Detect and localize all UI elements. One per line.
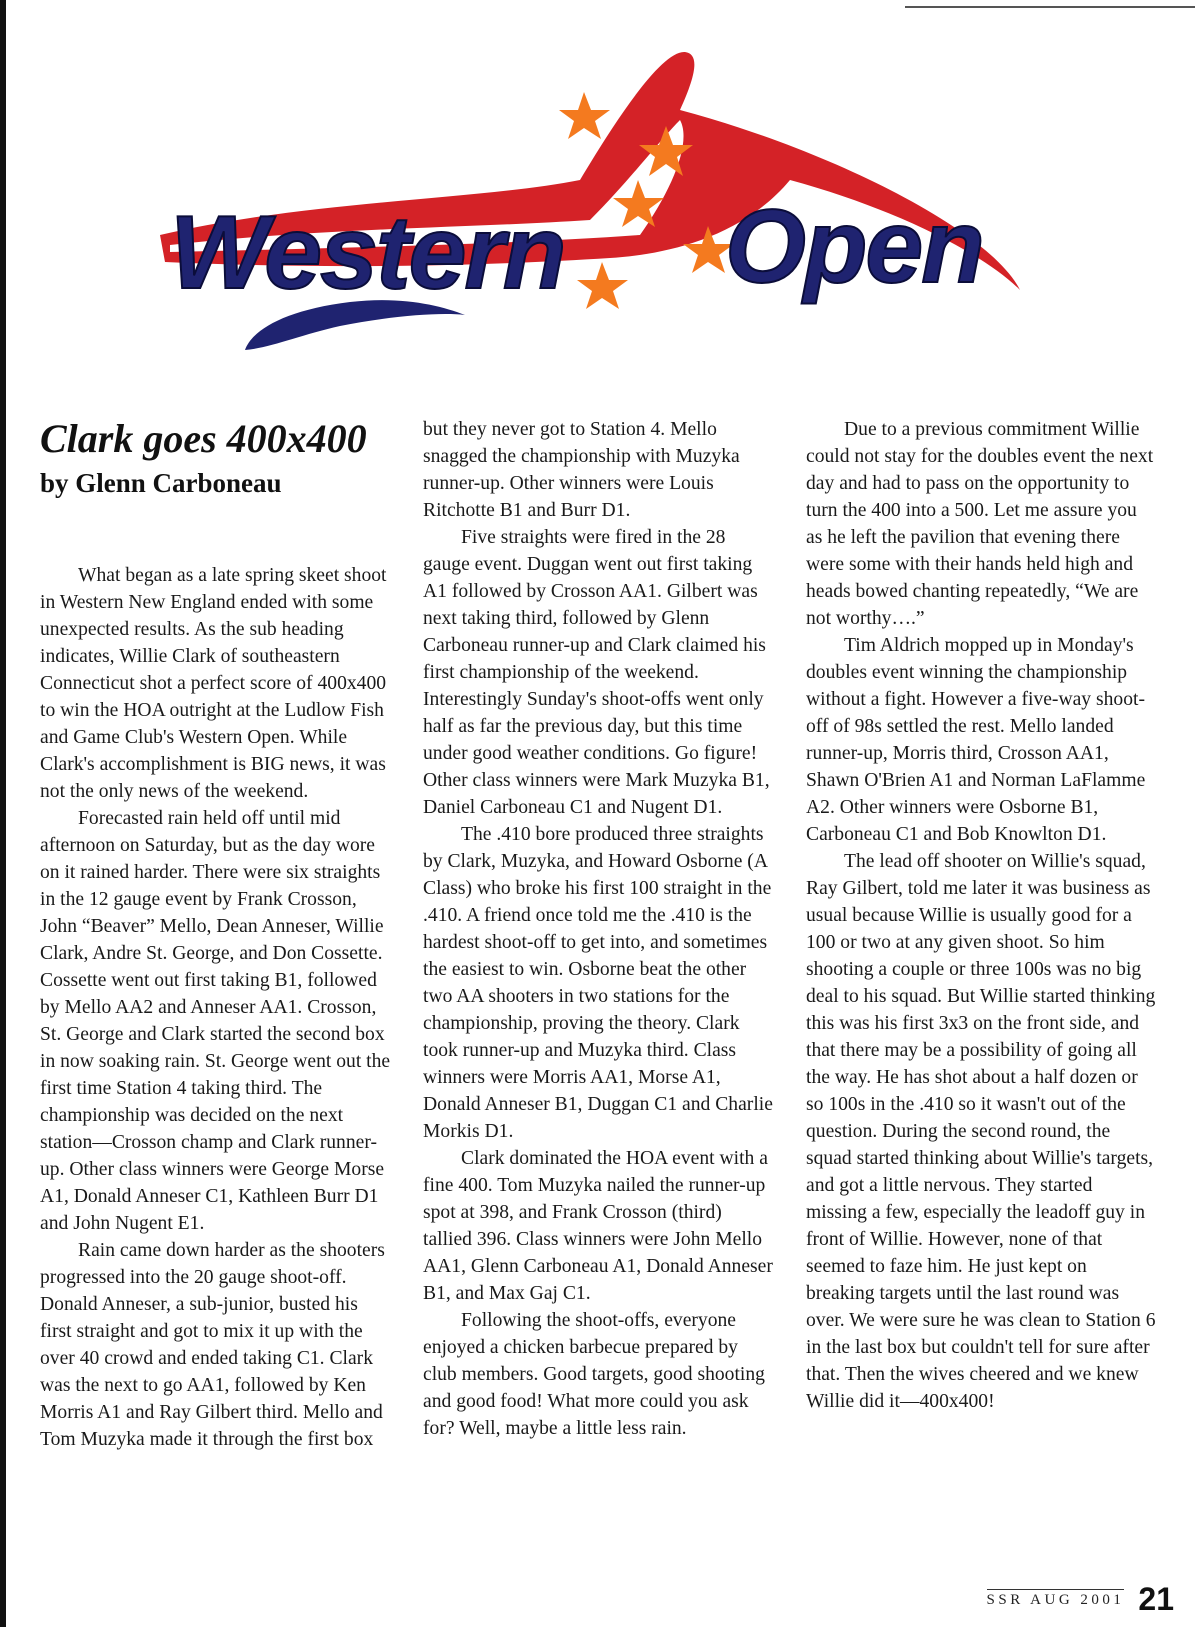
paragraph: The .410 bore produced three straights by Clark, Muzyka, and Howard Osborne (A Class) who broke his first 100 straight in the .410. A friend once told me the .410 is the hardest shoot-off to get into, and sometimes the easiest to win. Osborne beat the other two AA shooters in two stations for the championship, proving the theory. Clark took runner-up and Muzyka third. Class winners were Morris AA1, Morse A1, Donald Anneser B1, Duggan C1 and Charlie Morkis D1. <box>423 824 773 1142</box>
paragraph: Tim Aldrich mopped up in Monday's doubles event winning the championship without a fight. However a five-way shoot-off of 98s settled the rest. Mello landed runner-up, Morris third, Crosson AA1, Shawn O'Brien A1 and Norman LaFlamme A2. Other winners were Osborne B1, Carboneau C1 and Bob Knowlton D1. <box>806 635 1146 845</box>
top-rule <box>905 6 1195 8</box>
article-headline: Clark goes 400x400 <box>40 416 367 461</box>
star-icon <box>577 262 628 309</box>
page-footer <box>987 1583 1174 1615</box>
page-edge-bar <box>0 0 6 1627</box>
paragraph: but they never got to Station 4. Mello snagged the championship with Muzyka runner-up. Other winners were Louis Ritchotte B1 and Burr D1. <box>423 419 740 521</box>
paragraph: Forecasted rain held off until mid afternoon on Saturday, but as the day wore on it rained harder. There were six straights in the 12 gauge event by Frank Crosson, John “Beaver” Mello, Dean Anneser, Willie Clark, Andre St. George, and Don Cossette. Cossette went out first taking B1, followed by Mello AA2 and Anneser AA1. Crosson, St. George and Clark started the second box in now soaking rain. St. George went out the first time Station 4 taking third. The championship was decided on the next station—Crosson champ and Clark runner-up. Other class winners were George Morse A1, Donald Anneser C1, Kathleen Burr D1 and John Nugent E1. <box>40 808 391 1234</box>
article-column-3 <box>806 416 1158 1415</box>
article-column-2 <box>423 416 775 1442</box>
masthead-title-open: Open <box>725 189 983 305</box>
masthead-graphic <box>140 30 1060 380</box>
paragraph: Clark dominated the HOA event with a fine 400. Tom Muzyka nailed the runner-up spot at 398, and Frank Crosson (third) tallied 396. Class winners were John Mello AA1, Glenn Carboneau A1, Donald Anneser B1, and Max Gaj C1. <box>423 1148 773 1304</box>
article-column-1 <box>40 416 392 1453</box>
paragraph: Due to a previous commitment Willie could not stay for the doubles event the next day and had to pass on the opportunity to turn the 400 into a 500. Let me assure you as he left the pavilion that evening there were some with their hands held high and heads bowed chanting repeatedly, “We are not worthy….” <box>806 419 1154 629</box>
paragraph: Five straights were fired in the 28 gauge event. Duggan went out first taking A1 followed by Crosson AA1. Gilbert was next taking third, followed by Glenn Carboneau runner-up and Clark claimed his first championship of the weekend. Interestingly Sunday's shoot-offs went only half as far the previous day, but this time under good weather conditions. Go figure! Other class winners were Mark Muzyka B1, Daniel Carboneau C1 and Nugent D1. <box>423 527 770 818</box>
masthead-logo <box>140 30 1060 380</box>
article-byline: by Glenn Carboneau <box>40 468 282 498</box>
paragraph: The lead off shooter on Willie's squad, Ray Gilbert, told me later it was business as usual because Willie is usually good for a 100 or two at any given shoot. So him shooting a couple or three 100s was no big deal to his squad. But Willie started thinking this was his first 3x3 on the front side, and that there may be a possibility of going all the way. He has shot about a half dozen or so 100s in the .410 so it wasn't out of the question. During the second round, the squad started thinking about Willie's targets, and got a little nervous. They started missing a few, especially the leadoff guy in front of Willie. However, none of that seemed to faze him. He just kept on breaking targets until the last round was over. We were sure he was clean to Station 6 in the last box but couldn't tell for sure after that. Then the wives cheered and we knew Willie did it—400x400! <box>806 851 1156 1412</box>
paragraph: What began as a late spring skeet shoot in Western New England ended with some unexpected results. As the sub heading indicates, Willie Clark of southeastern Connecticut shot a perfect score of 400x400 to win the HOA outright at the Ludlow Fish and Game Club's Western Open. While Clark's accomplishment is BIG news, it was not the only news of the weekend. <box>40 565 387 802</box>
paragraph: Rain came down harder as the shooters progressed into the 20 gauge shoot-off. Donald Anneser, a sub-junior, busted his first straight and got to mix it up with the over 40 crowd and ended taking C1. Clark was the next to go AA1, followed by Ken Morris A1 and Ray Gilbert third. Mello and Tom Muzyka made it through the first box <box>40 1240 385 1450</box>
paragraph: Following the shoot-offs, everyone enjoyed a chicken barbecue prepared by club members. Good targets, good shooting and good food! What more could you ask for? Well, maybe a little less rain. <box>423 1310 765 1439</box>
masthead-title-western: Western <box>170 195 565 311</box>
page-number: 21 <box>1138 1581 1174 1617</box>
star-icon <box>559 92 610 139</box>
publication-label: SSR AUG 2001 <box>987 1589 1125 1609</box>
